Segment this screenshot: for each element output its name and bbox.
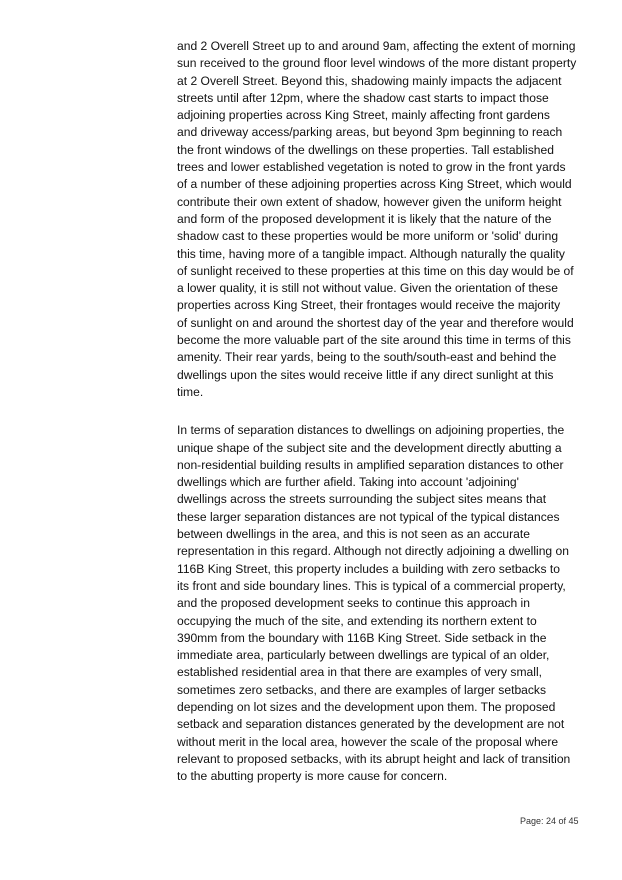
text-line: at 2 Overell Street. Beyond this, shadowing mainly impacts the adjacent <box>177 73 562 88</box>
paragraph-spacer <box>177 401 597 422</box>
text-line: of a number of these adjoining properties across King Street, which would <box>177 177 572 192</box>
text-line: 116B King Street, this property includes a building with zero setbacks to <box>177 561 560 576</box>
text-line: occupying the much of the site, and extending its northern extent to <box>177 613 537 628</box>
text-line: relevant to proposed setbacks, with its abrupt height and lack of transition <box>177 751 571 766</box>
text-line: amenity. Their rear yards, being to the south/south-east and behind the <box>177 350 557 365</box>
text-line: of sunlight on and around the shortest day of the year and therefore would <box>177 315 574 330</box>
text-line: between dwellings in the area, and this is not seen as an accurate <box>177 527 530 542</box>
text-line: representation in this regard. Although not directly adjoining a dwelling on <box>177 544 569 559</box>
text-line: its front and side boundary lines. This is typical of a commercial property, <box>177 578 566 593</box>
text-line: setback and separation distances generated by the development are not <box>177 717 565 732</box>
text-line: a lower quality, it is still not without value. Given the orientation of these <box>177 281 558 296</box>
text-line: sometimes zero setbacks, and there are examples of larger setbacks <box>177 682 547 697</box>
text-line: sun received to the ground floor level windows of the more distant property <box>177 56 577 71</box>
text-line: adjoining properties across King Street, mainly affecting front gardens <box>177 108 550 123</box>
text-line: this time, having more of a tangible impact. Although naturally the quality <box>177 246 565 261</box>
text-line: dwellings which are further afield. Taking into account 'adjoining' <box>177 475 519 490</box>
page-number: Page: 24 of 45 <box>520 816 579 826</box>
paragraph-separation-distances <box>177 422 597 785</box>
text-line: dwellings across the streets surrounding the subject sites means that <box>177 492 547 507</box>
text-line: and the proposed development seeks to continue this approach in <box>177 596 530 611</box>
text-line: properties across King Street, their frontages would receive the majority <box>177 298 561 313</box>
text-line: without merit in the local area, however the scale of the proposal where <box>177 734 559 749</box>
text-line: dwellings upon the sites would receive little if any direct sunlight at this <box>177 367 554 382</box>
text-line: these larger separation distances are not typical of the typical distances <box>177 509 560 524</box>
text-line: streets until after 12pm, where the shadow cast starts to impact those <box>177 90 549 105</box>
text-line: 390mm from the boundary with 116B King Street. Side setback in the <box>177 630 547 645</box>
text-line: In terms of separation distances to dwellings on adjoining properties, the <box>177 423 565 438</box>
text-line: unique shape of the subject site and the development directly abutting a <box>177 440 562 455</box>
paragraph-shadowing <box>177 38 597 401</box>
text-line: and 2 Overell Street up to and around 9am, affecting the extent of morning <box>177 39 576 53</box>
text-line: to the abutting property is more cause for concern. <box>177 769 448 784</box>
text-line: become the more valuable part of the site around this time in terms of this <box>177 333 571 348</box>
text-line: trees and lower established vegetation is noted to grow in the front yards <box>177 160 566 175</box>
text-line: time. <box>177 384 204 399</box>
text-line: shadow cast to these properties would be more uniform or 'solid' during <box>177 229 559 244</box>
text-line: established residential area in that there are examples of very small, <box>177 665 543 680</box>
text-line: the front windows of the dwellings on these properties. Tall established <box>177 142 554 157</box>
text-line: and driveway access/parking areas, but beyond 3pm beginning to reach <box>177 125 563 140</box>
text-line: contribute their own extent of shadow, however given the uniform height <box>177 194 562 209</box>
text-line: and form of the proposed development it is likely that the nature of the <box>177 211 552 226</box>
document-body <box>177 38 597 785</box>
text-line: of sunlight received to these properties at this time on this day would be of <box>177 263 574 278</box>
text-line: non-residential building results in amplified separation distances to other <box>177 457 564 472</box>
text-line: depending on lot sizes and the development upon them. The proposed <box>177 699 556 714</box>
text-line: immediate area, particularly between dwellings are typical of an older, <box>177 648 550 663</box>
